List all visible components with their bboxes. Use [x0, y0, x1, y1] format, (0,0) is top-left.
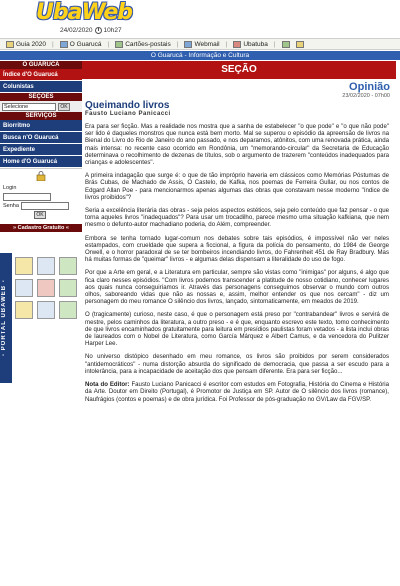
postcard-icon: [115, 41, 123, 48]
article-paragraph: No universo distópico desenhado em meu romance, os livros são proibidos por serem considerados "antidemocráticos" - numa distorção absurda do significado de democracia, que passa a ser escudo para a intolerância, para a incapacidade de aceitação dos que pensam diferente. Era para ser ficção...: [85, 353, 389, 375]
section-select[interactable]: Selecione: [2, 103, 56, 111]
nav-webmail[interactable]: Webmail: [184, 41, 219, 48]
secoes-heading: SEÇÕES: [0, 93, 82, 101]
article-paragraph: Por que a Arte em geral, e a Literatura em particular, sempre são vistas como "inimigas" por alguns, é algo que fica claro nesses episódios. "Com livros podemos transcender a platitude de nosso cotidiano, conhecer lugares aos quais nunca conseguiríamos ir. Através das personagens conseguimos observar o mundo com outros olhos, saboreando vidas que não as nossas e, assim, melhor entender os que nos cercam" - diz um personagem do meu romance O silêncio dos livros, lançado, sintomaticamente, em meados de 2019.: [85, 269, 389, 306]
site-header: [0, 0, 400, 38]
newspaper-icon: [60, 41, 68, 48]
editor-note-label: Nota do Editor:: [85, 381, 130, 389]
hand-icon[interactable]: [59, 301, 77, 319]
clock-icon: [95, 27, 102, 34]
sidebar-link-busca[interactable]: Busca n'O Guarucá: [0, 132, 82, 144]
article-paragraph: O (tragicamente) curioso, neste caso, é que o personagem está preso por "contrabandear" livros e servirá de mestre, pelos caminhos da literatura, a outro preso - e é que, enquanto escrevo este texto, tomo conhecimento de que livros encaminhados gratuitamente para leitura em presídios paulistas foram vetados - a lista inclui obras de laureados com o Nobel de Literatura, como García Márquez e Albert Camus, e da vencedora do Pulitzer Harper Lee.: [85, 311, 389, 348]
senha-row: [3, 202, 69, 210]
article-title: Queimando livros: [85, 100, 170, 111]
sidebar: [0, 61, 82, 586]
portal-icon-grid: [15, 257, 79, 319]
sidebar-link-expediente[interactable]: Expediente: [0, 144, 82, 156]
map-icon: [233, 41, 241, 48]
date-time: [60, 26, 122, 35]
nav-globe[interactable]: [282, 41, 290, 48]
map-icon[interactable]: [59, 279, 77, 297]
servicos-heading: SERVIÇOS: [0, 112, 82, 120]
computer-icon[interactable]: [37, 257, 55, 275]
top-nav: Guia 2020 | O Guarucá | Cartões-postais | Webmail | Ubatuba |: [0, 38, 400, 50]
nav-help[interactable]: [296, 41, 304, 48]
article-date: 23/02/2020 - 07h00: [342, 93, 390, 99]
category-bar: [82, 79, 396, 99]
nav-guia[interactable]: Guia 2020: [6, 41, 46, 48]
camera-icon[interactable]: [37, 279, 55, 297]
lyre-icon[interactable]: [37, 301, 55, 319]
current-time: 10h27: [103, 27, 122, 34]
password-field[interactable]: [21, 202, 69, 210]
guaruca-heading: O GUARUCÁ: [0, 61, 82, 69]
globe-icon: [282, 41, 290, 48]
nav-ubatuba[interactable]: Ubatuba: [233, 41, 268, 48]
main-content: [82, 61, 400, 586]
login-field[interactable]: [3, 193, 51, 201]
editor-note: [85, 381, 389, 403]
current-date: 24/02/2020: [60, 27, 93, 34]
login-field-row: [3, 193, 51, 201]
nav-cartoes[interactable]: Cartões-postais: [115, 41, 171, 48]
site-logo[interactable]: UbaWeb: [36, 0, 132, 25]
guide-icon: [6, 41, 14, 48]
sidebar-link-colunistas[interactable]: Colunistas: [0, 81, 82, 93]
lock-icon: [36, 171, 46, 181]
sidebar-link-indice[interactable]: Índice d'O Guarucá: [0, 69, 82, 81]
article-paragraph: Embora se tenha tornado lugar-comum nos debates sobre tais episódios, é impossível não ver neles estampados, com crueldade que supera a ficcional, a figura da polícia do pensamento, do 1984 de George Orwell, e o horror paradoxal de se ter bombeiros incendiando livros, do Fahrenheit 451 de Ray Bradbury. Mas há muitas formas de "queimar" livros - e algumas delas dispensam a literalidade do uso de fogo.: [85, 234, 389, 264]
article-author: Fausto Luciano Panicacci: [85, 111, 171, 117]
article-paragraph: Seria a excelência literária das obras - seja pelos aspectos estéticos, seja pelo conteúdo que faz pensar - o que torna aqueles livros "inadequados"? Para usar um trocadilho, parece mesmo uma situação kafkiana, que nem mesmo o defunto-autor machadiano poderia, do Além, compreender.: [85, 207, 389, 229]
tagline-bar: O Guarucá - Informação e Cultura: [0, 51, 400, 60]
article-paragraph: A primeira indagação que surge é: o que de tão impróprio haveria em clássicos como Memórias Póstumas de Brás Cubas, de Machado de Assis, O Castelo, de Kafka, nos poemas de Ferreira Gullar, ou nos contos de Edgard Allan Poe - para mencionarmos apenas algumas das obras que constavam nesse moderno "índice de livros proibidos"?: [85, 172, 389, 201]
help-icon: [296, 41, 304, 48]
person-icon[interactable]: [15, 257, 33, 275]
editor-note-text: Fausto Luciano Panicacci é escritor com estudos em Fotografia, História do Cinema e História da Arte. Doutor em Direito (Portugal), é Promotor de Justiça em SP. Autor de O silêncio dos livros (romance), Naufrágios (contos e poemas) e de obra jurídica. Foi Professor de pós-graduação no GV/Law da FGV/SP.: [85, 381, 389, 403]
article-paragraph: Era para ser ficção. Mas a realidade nos mostra que a sanha de estabelecer "o que pode" e "o que não pode" ser lido é daqueles monstros que nunca está bem morto. Mal se superou o episódio da apreensão de livros na Bienal do Livro do Rio de Janeiro do ano passado, e nos deparamos, atônitos, com uma renovada prática, ainda mais intensa: no recente caso ocorrido em Rondônia, um "memorando-circular" da Secretaria de Educação determinava o recolhimento de dezenas de títulos, sob o argumento de trazerem "conteúdos inadequados para crianças e adolescentes".: [85, 123, 389, 167]
login-box: [0, 168, 82, 224]
senha-label: Senha: [3, 203, 19, 209]
cadastro-link[interactable]: » Cadastro Gratuito «: [0, 224, 82, 232]
calendar-icon[interactable]: [15, 279, 33, 297]
sidebar-link-biorritmo[interactable]: Biorritmo: [0, 120, 82, 132]
article-body: [85, 123, 389, 403]
section-banner: SEÇÃO: [82, 61, 396, 79]
sidebar-link-home[interactable]: Home d'O Guarucá: [0, 156, 82, 168]
login-label: Login: [3, 185, 17, 191]
portal-panel: [0, 253, 82, 383]
mail-icon: [184, 41, 192, 48]
login-ok-button[interactable]: OK: [34, 211, 46, 219]
coin-icon[interactable]: [15, 301, 33, 319]
book-icon[interactable]: [59, 257, 77, 275]
section-select-row: [0, 101, 82, 112]
section-ok-button[interactable]: OK: [58, 103, 70, 111]
portal-vertical-bar: [0, 253, 12, 383]
category-title: Opinião: [349, 81, 390, 93]
login-row: [3, 185, 16, 191]
portal-label: - PORTAL UBAWEB -: [1, 279, 7, 357]
nav-guaruca[interactable]: O Guarucá: [60, 41, 102, 48]
